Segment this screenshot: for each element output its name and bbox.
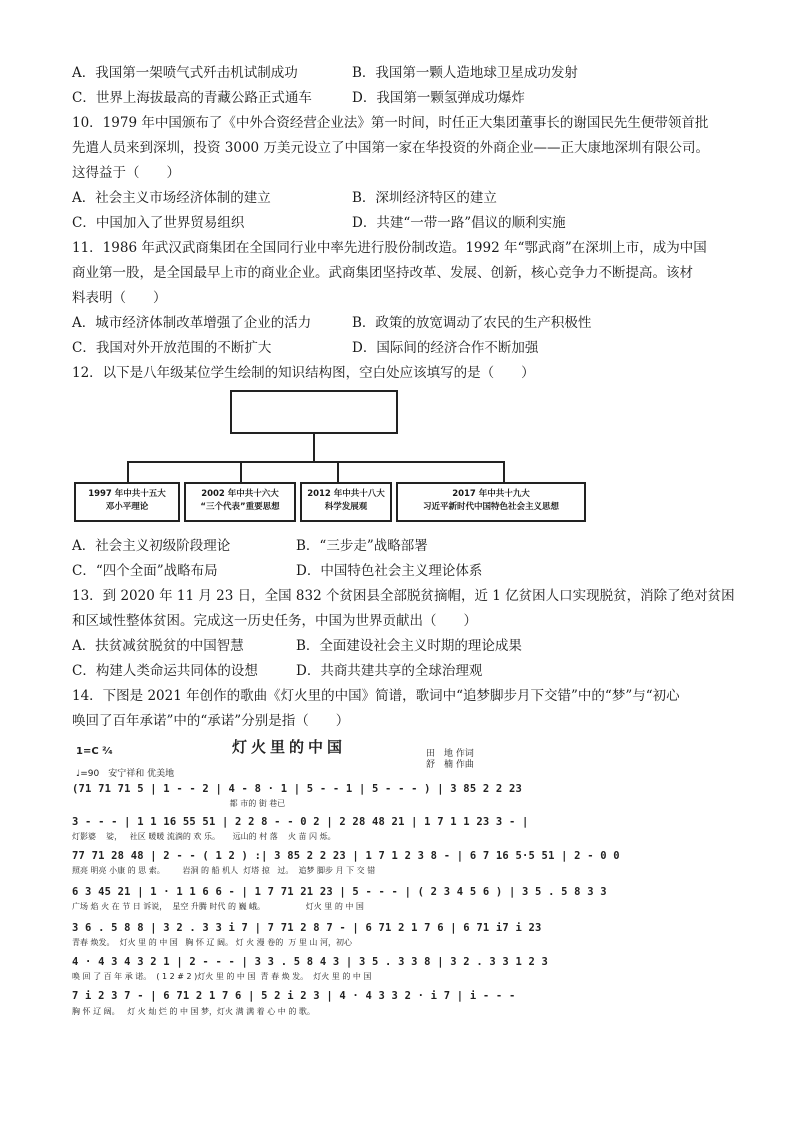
theory-box-year: 2002 年中共十六大	[201, 489, 279, 499]
q10-option-d: D．共建“一带一路”倡议的顺利实施	[352, 215, 566, 231]
q11-option-d: D．国际间的经济合作不断加强	[352, 340, 539, 356]
theory-box-4	[396, 482, 586, 522]
score-notes-row: 3 6 . 5 8 8 | 3 2 . 3 3 i 7 | 7 71 2 8 7 - | 6 71 2 1 7 6 | 6 71 i7 i 23	[72, 922, 542, 934]
knowledge-structure-diagram	[72, 388, 592, 524]
connector-drop	[240, 461, 242, 483]
q13-stem-line2: 和区域性整体贫困。完成这一历史任务，中国为世界贡献出（ ）	[72, 613, 477, 629]
connector-drop	[503, 461, 505, 483]
q14-stem-line2: 唤回了百年承诺”中的“承诺”分别是指（ ）	[72, 713, 350, 729]
score-notes-row: 6 3 45 21 | 1 · 1 1 6 6 - | 1 7 71 21 23 | 5 - - - | ( 2 3 4 5 6 ) | 3 5 . 5 8 3 3	[72, 886, 607, 898]
q12-option-d: D．中国特色社会主义理论体系	[296, 563, 483, 579]
theory-box-name: “三个代表”重要思想	[200, 502, 280, 512]
score-lyricist: 田 地 作词	[426, 749, 474, 759]
score-lyrics-row: 胸 怀 辽 阔。 灯 火 灿 烂 的 中 国 梦，灯火 满 满 着 心 中 的 歌。	[72, 1007, 315, 1016]
q11-stem-line3: 料表明（ ）	[72, 290, 167, 306]
q9-option-d: D．我国第一颗氢弹成功爆炸	[352, 90, 525, 106]
q11-option-c: C．我国对外开放范围的不断扩大	[72, 340, 272, 356]
theory-box-name: 科学发展观	[324, 502, 368, 512]
score-lyrics-row: 灯影婆 娑， 社区 暖暖 流淌的 欢 乐。 远山的 村 落 火 苗 闪 烁。	[72, 832, 336, 841]
theory-box-3	[300, 482, 392, 522]
score-lyrics-row: 都 市的 街 巷已	[72, 799, 286, 808]
q12-option-a: A．社会主义初级阶段理论	[72, 538, 231, 554]
theory-box-year: 1997 年中共十五大	[88, 489, 166, 499]
score-notes-row: 4 · 4 3 4 3 2 1 | 2 - - - | 3 3 . 5 8 4 3 | 3 5 . 3 3 8 | 3 2 . 3 3 1 2 3	[72, 956, 549, 968]
q10-option-c: C．中国加入了世界贸易组织	[72, 215, 245, 231]
q13-option-b: B．全面建设社会主义时期的理论成果	[296, 638, 522, 654]
q11-stem-line1: 11．1986 年武汉武商集团在全国同行业中率先进行股份制改造。1992 年“鄂武商”在深圳上市，成为中国	[72, 240, 707, 256]
score-title: 灯火里的中国	[232, 738, 347, 756]
connector-drop	[337, 461, 339, 483]
score-lyrics-row: 青春 焕发。 灯火 里 的 中 国 胸 怀 辽 阔。 灯 火 漫 卷的 万 里 山 河，初心	[72, 938, 352, 947]
q9-option-c: C．世界上海拔最高的青藏公路正式通车	[72, 90, 312, 106]
score-lyrics-row: 照亮 明亮 小康 的 思 索。 岩洞 的 船 机人 灯塔 掠 过。 追梦 脚步 月 下 交 错	[72, 866, 376, 875]
q12-option-c: C．“四个全面”战略布局	[72, 563, 218, 579]
q11-option-a: A．城市经济体制改革增强了企业的活力	[72, 315, 312, 331]
q13-stem-line1: 13．到 2020 年 11 月 23 日，全国 832 个贫困县全部脱贫摘帽，近 1 亿贫困人口实现脱贫，消除了绝对贫困	[72, 588, 735, 604]
theory-box-1	[74, 482, 180, 522]
connector-drop	[127, 461, 129, 483]
q10-stem-line2: 先遣人员来到深圳，投资 3000 万美元设立了中国第一家在华投资的外商企业——正大康地深圳有限公司。	[72, 140, 709, 156]
connector-vertical	[313, 434, 315, 462]
blank-answer-box	[230, 390, 398, 434]
q11-option-b: B．政策的放宽调动了农民的生产积极性	[352, 315, 592, 331]
score-notes-row: (71 71 71 5 | 1 - - 2 | 4 - 8 · 1 | 5 - - 1 | 5 - - - ) | 3 85 2 2 23	[72, 783, 522, 795]
theory-box-name: 邓小平理论	[105, 502, 149, 512]
q14-stem-line1: 14．下图是 2021 年创作的歌曲《灯火里的中国》简谱，歌词中“追梦脚步月下交错”中的“梦”与“初心	[72, 688, 680, 704]
q13-option-a: A．扶贫减贫脱贫的中国智慧	[72, 638, 244, 654]
score-composer: 舒 楠 作曲	[426, 760, 474, 770]
score-notes-row: 3 - - - | 1 1 16 55 51 | 2 2 8 - - 0 2 | 2 28 48 21 | 1 7 1 1 23 3 - |	[72, 816, 529, 828]
score-lyrics-row: 广场 焰 火 在 节 日 诉说， 星空 升腾 时代 的 巍 峨。 灯火 里 的 中 国	[72, 902, 364, 911]
q9-option-b: B．我国第一颗人造地球卫星成功发射	[352, 65, 578, 81]
theory-box-name: 习近平新时代中国特色社会主义思想	[422, 502, 559, 512]
q10-option-a: A．社会主义市场经济体制的建立	[72, 190, 271, 206]
q13-option-d: D．共商共建共享的全球治理观	[296, 663, 483, 679]
score-lyrics-row: 唤 回 了 百 年 承 诺。 ( 1 2 # 2 )灯火 里 的 中 国 青 春 焕 发。 灯火 里 的 中 国	[72, 972, 372, 981]
song-score	[72, 738, 620, 1045]
q12-stem: 12．以下是八年级某位学生绘制的知识结构图，空白处应该填写的是（ ）	[72, 365, 535, 381]
q11-stem-line2: 商业第一股，是全国最早上市的商业企业。武商集团坚持改革、发展、创新，核心竞争力不断提高。该材	[72, 265, 693, 281]
q10-option-b: B．深圳经济特区的建立	[352, 190, 497, 206]
q9-option-a: A．我国第一架喷气式歼击机试制成功	[72, 65, 298, 81]
score-key: 1=C ²⁄₄	[76, 746, 113, 757]
theory-box-year: 2017 年中共十九大	[452, 489, 530, 499]
theory-box-year: 2012 年中共十八大	[307, 489, 385, 499]
score-notes-row: 77 71 28 48 | 2 - - ( 1 2 ) :| 3 85 2 2 23 | 1 7 1 2 3 8 - | 6 7 16 5·5 51 | 2 - 0 0	[72, 850, 620, 862]
score-notes-row: 7 i 2 3 7 - | 6 71 2 1 7 6 | 5 2 i 2 3 | 4 · 4 3 3 2 · i 7 | i - - -	[72, 990, 516, 1002]
q10-stem-line3: 这得益于（ ）	[72, 165, 180, 181]
q13-option-c: C．构建人类命运共同体的设想	[72, 663, 258, 679]
connector-horizontal	[127, 461, 503, 463]
q10-stem-line1: 10．1979 年中国颁布了《中外合资经营企业法》第一时间，时任正大集团董事长的谢国民先生便带领首批	[72, 115, 709, 131]
score-tempo: ♩=90 安宁祥和 优美地	[76, 769, 175, 779]
q12-option-b: B．“三步走”战略部署	[296, 538, 428, 554]
theory-box-2	[184, 482, 296, 522]
